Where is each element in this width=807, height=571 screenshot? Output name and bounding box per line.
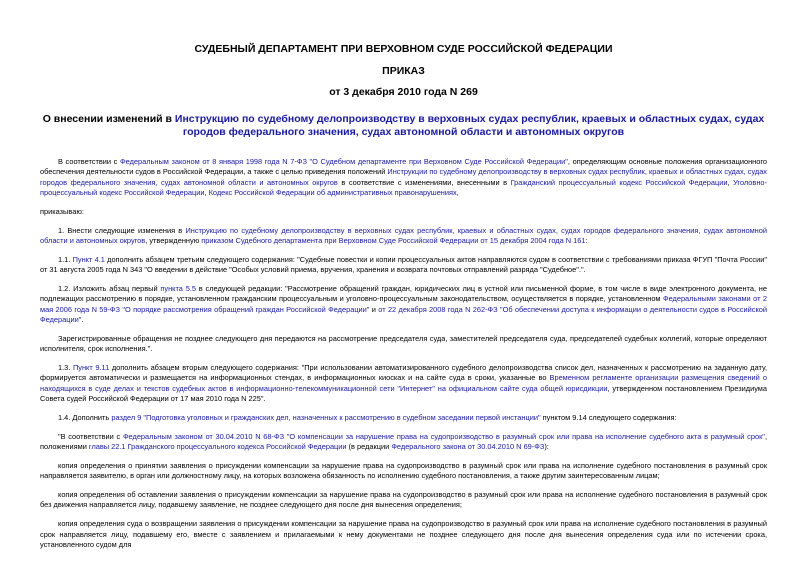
text: в соответствие с изменениями, внесенными в: [337, 177, 511, 187]
text: (в редакции: [346, 441, 392, 451]
paragraph-1: [40, 157, 767, 198]
text: В соответствии с: [58, 157, 121, 166]
text: ".: [260, 393, 266, 403]
koap-link[interactable]: Кодекс Российской Федерации об административных правонарушениях: [208, 187, 457, 197]
order-161-link[interactable]: приказом Судебного департамента при Верховном Суде Российской Федерации от 15 декабря 2004 года N 161: [201, 235, 586, 245]
reglament-link[interactable]: Временном регламенте организации размещения сведений о находящихся в суде делах и текстов судебных актов в информационно-телекоммуникационной сети "Интернет" на официальном сайте суда общей юрисдикции: [40, 373, 767, 393]
paragraph-copy-leave: копия определения об оставлении заявления о присуждении компенсации за нарушение права на судопроизводство в разумный срок или права на исполнение судебного постановления в разумный срок без движения направляется лицу, подавшему заявление, не позднее следующего дня после дня вынесения определения;: [40, 490, 767, 510]
instruction-link[interactable]: Инструкцию по судебному делопроизводству в верховных судах республик, краевых и областных судах, судах городов федерального значения, судах автономной области и автономных округов: [40, 225, 768, 245]
point-9-11-link[interactable]: Пункт 9.11: [72, 363, 110, 373]
paragraph-1-3: [40, 363, 767, 404]
law-262-link[interactable]: от 22 декабря 2008 года N 262-ФЗ "Об обеспечении доступа к информации о деятельности судов в Российской Федерации": [40, 304, 768, 324]
title-instruction-link[interactable]: Инструкцию по судебному делопроизводству в верховных судах республик, краевых и областных судах, судах городов федерального значения, судах автономной области и автономных округов: [174, 113, 765, 138]
order-date: от 3 декабря 2010 года N 269: [329, 86, 478, 98]
paragraph-1-1: [40, 255, 767, 276]
text: :: [585, 235, 588, 245]
text: дополнить абзацем третьим следующего содержания: "Судебные повестки и копии процессуальных актов направляются судом в соответствии с требованиями приказа ФГУП "Почта России" от 31 августа 2005 года N 343 "О введении в действие "Особых условий приема, вручения, хранения и возврата почтовых отправлений разряда "Судебное".".: [40, 254, 767, 275]
paragraph-1-main: [40, 226, 767, 247]
text: , утвержденную: [145, 235, 202, 245]
department-heading: СУДЕБНЫЙ ДЕПАРТАМЕНТ ПРИ ВЕРХОВНОМ СУДЕ РОССИЙСКОЙ ФЕДЕРАЦИИ: [194, 43, 613, 55]
text: ,: [204, 187, 209, 197]
text: 1.1.: [58, 254, 73, 264]
text: пунктом 9.14 следующего содержания:: [540, 412, 677, 422]
point-4-1-link[interactable]: Пункт 4.1: [72, 254, 105, 264]
document-body: [40, 157, 767, 559]
text: , утвержденном постановлением Президиума Совета судей Российской Федерации от 17 мая 2010 года N 225: [40, 383, 768, 403]
chapter-22-1-link[interactable]: главы 22.1 Гражданского процессуального кодекса Российской Федерации: [88, 441, 347, 451]
instruction-link[interactable]: Инструкции по судебному делопроизводству в верховных судах республик, краевых и областных судах, судах городов федерального значения, судах автономной области и автономных округов: [40, 167, 768, 187]
text: ,: [727, 177, 734, 187]
text: 1. Внести следующие изменения в: [58, 225, 186, 235]
document-title: [30, 113, 777, 138]
text: "В соответствии с: [58, 431, 123, 441]
law-68-link[interactable]: Федеральным законом от 30.04.2010 N 68-ФЗ "О компенсации за нарушение права на судопроизводство в разумный срок или права на исполнение судебного акта в разумный срок": [122, 431, 765, 441]
text: 1.2. Изложить абзац первый: [58, 284, 161, 294]
paragraph-copy-accept: копия определения о принятии заявления о присуждении компенсации за нарушение права на судопроизводство в разумный срок или права на исполнение судебного постановления в разумный срок направляется заявителю, в орган или должностному лицу, на которых возложена обязанность по исполнению судебного постановления, а также другим заинтересованным лицам;: [40, 460, 767, 481]
title-text: О внесении изменений в: [42, 113, 175, 125]
section-9-link[interactable]: раздел 9 "Подготовка уголовных и гражданских дел, назначенных к рассмотрению в судебном заседании первой инстанции": [111, 412, 541, 422]
paragraph-9-14: [40, 432, 767, 453]
paragraph-copy-return: копия определения суда о возвращении заявления о присуждении компенсации за нарушение права на судопроизводство в разумный срок или права на исполнение судебного постановления в разумный срок направляется лицу, подавшему его, вместе с заявлением и прилагаемыми к нему документами не позднее следующего дня после дня вынесения определения суда или по истечении срока, установленного судом для: [40, 519, 767, 549]
gpk-link[interactable]: Гражданский процессуальный кодекс Российской Федерации: [510, 177, 728, 187]
point-5-5-link[interactable]: пункта 5.5: [160, 284, 196, 294]
law-69-link[interactable]: Федерального закона от 30.04.2010 N 69-ФЗ: [391, 441, 545, 451]
text: 1.4. Дополнить: [58, 412, 112, 422]
text: ):: [544, 441, 549, 451]
text: , положениями: [40, 431, 767, 451]
law-59-link[interactable]: Федеральными законами от 2 мая 2006 года N 59-ФЗ "О порядке рассмотрения обращений граждан Российской Федерации": [40, 294, 768, 314]
text: и: [369, 304, 379, 314]
text: .: [81, 314, 84, 324]
order-heading: ПРИКАЗ: [382, 65, 425, 77]
paragraph-order: приказываю:: [40, 206, 84, 216]
text: дополнить абзацем вторым следующего содержания: "При использовании автоматизированного судебного делопроизводства список дел, назначенных к рассмотрению на заданную дату, формируется автоматически и размещается на информационных стендах, в информационных киосках и на сайте суда в сроки, указанные во: [40, 363, 767, 383]
text: в следующей редакции: "Рассмотрение обращений граждан, юридических лиц в устной или письменной форме, в том числе в виде электронного документа, не подлежащих рассмотрению в порядке, установленном гражданским процессуальным и уголовно-процессуальным законодательством, осуществляется в порядке, установленном: [40, 284, 767, 304]
text: ,: [456, 187, 459, 197]
paragraph-1-2: [40, 284, 767, 325]
law-link[interactable]: Федеральным законом от 8 января 1998 года N 7-ФЗ "О Судебном департаменте при Верховном Суде Российской Федерации": [120, 157, 568, 166]
text: , определяющим основные положения организационного обеспечения деятельности судов в Российской Федерации, а также с целью приведения положений: [40, 157, 767, 177]
paragraph-1-4: [40, 413, 767, 423]
upk-link[interactable]: Уголовно-процессуальный кодекс Российской Федерации: [40, 177, 767, 197]
text: 1.3.: [58, 363, 73, 373]
paragraph-registered: Зарегистрированные обращения не позднее следующего дня передаются на рассмотрение председателя суда, заместителей председателя суда, председателей судебных коллегий, которые определяют исполнителя, срок исполнения.".: [40, 333, 767, 354]
